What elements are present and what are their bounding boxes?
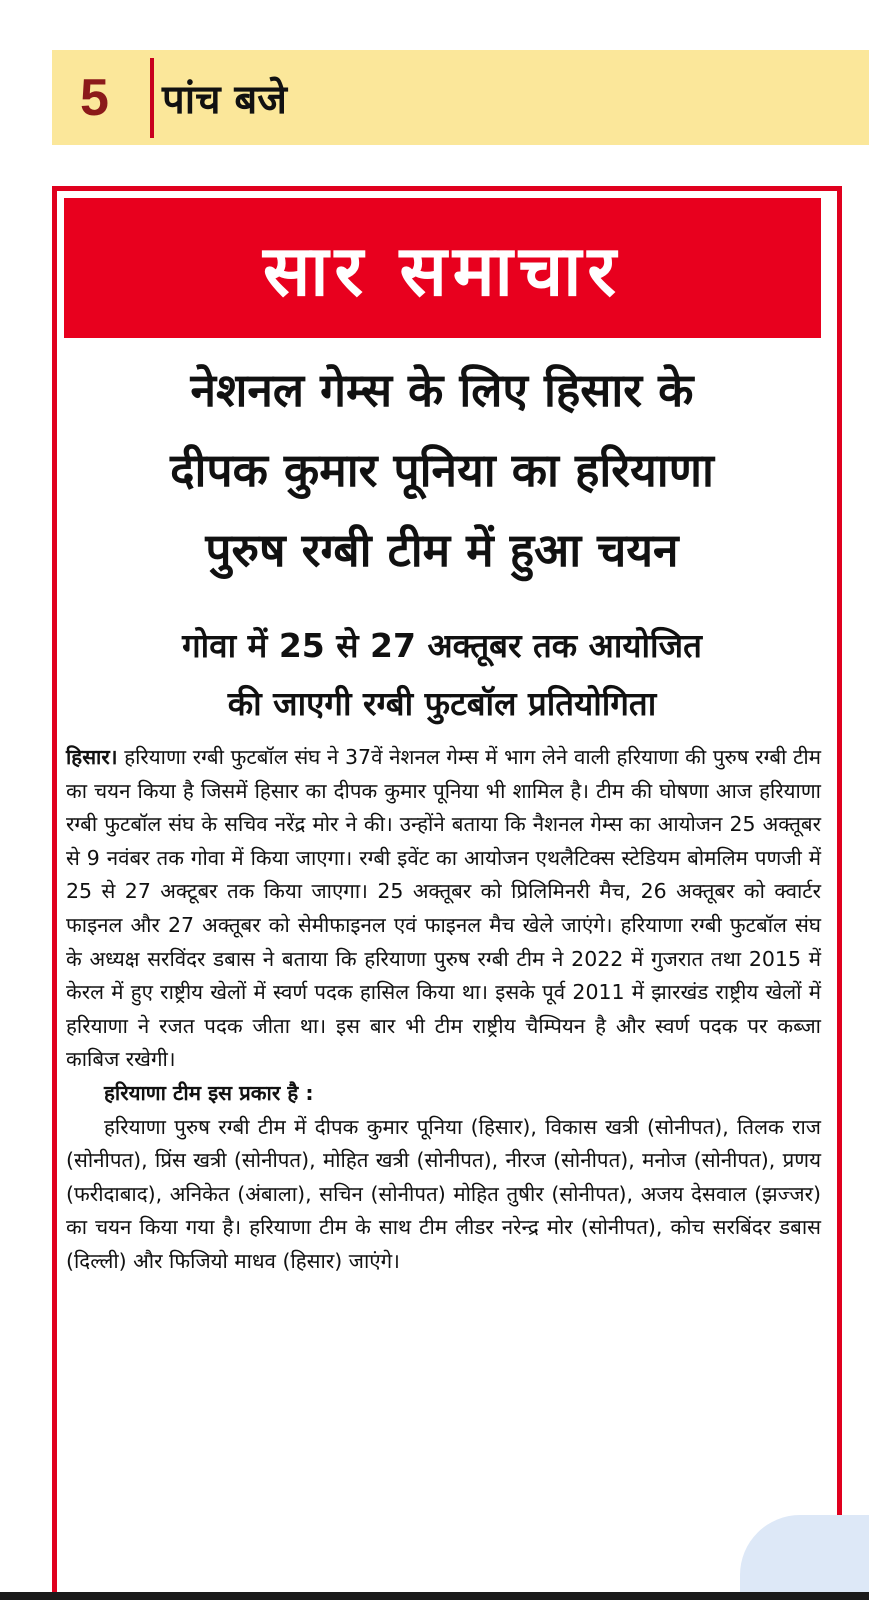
section-name: पांच बजे	[162, 77, 287, 123]
subheadline-line: गोवा में 25 से 27 अक्तूबर तक आयोजित	[182, 626, 702, 665]
dateline: हिसार।	[66, 745, 118, 769]
headline-line: पुरुष रग्बी टीम में हुआ चयन	[205, 523, 679, 577]
bottom-bar	[0, 1592, 869, 1600]
team-heading: हरियाणा टीम इस प्रकार है :	[104, 1080, 314, 1105]
subheadline-line: की जाएगी रग्बी फुटबॉल प्रतियोगिता	[227, 684, 657, 723]
paragraph-2: हरियाणा पुरुष रग्बी टीम में दीपक कुमार पूनिया (हिसार), विकास खत्री (सोनीपत), तिलक राज (सोनीपत), प्रिंस खत्री (सोनीपत), मोहित खत्री (सोनीपत), नीरज (सोनीपत), मनोज (सोनीपत), प्रणय (फरीदाबाद), अनिकेत (अंबाला), सचिन (सोनीपत) मोहित तुषीर (सोनीपत), अजय देसवाल (झज्जर) का चयन किया गया है। हरियाणा टीम के साथ टीम लीडर नरेन्द्र मोर (सोनीपत), कोच सरबिंदर डबास (दिल्ली) और फिजियो माधव (हिसार) जाएंगे।	[66, 1114, 821, 1273]
header-divider	[150, 58, 154, 138]
section-banner	[64, 198, 821, 338]
headline-line: दीपक कुमार पूनिया का हरियाणा	[170, 443, 714, 497]
banner-title: सार समाचार	[263, 230, 622, 312]
article-headline	[62, 350, 822, 590]
headline-line: नेशनल गेम्स के लिए हिसार के	[190, 363, 694, 417]
article-subheadline	[62, 617, 822, 733]
page-number: 5	[80, 68, 109, 127]
section-header-bar	[52, 50, 869, 145]
paragraph-1-text: हरियाणा रग्बी फुटबॉल संघ ने 37वें नेशनल गेम्स में भाग लेने वाली हरियाणा की पुरुष रग्बी टीम का चयन किया है जिसमें हिसार का दीपक कुमार पूनिया भी शामिल है। टीम की घोषणा आज हरियाणा रग्बी फुटबॉल संघ के सचिव नरेंद्र मोर ने की। उन्होंने बताया कि नैशनल गेम्स का आयोजन 25 अक्तूबर से 9 नवंबर तक गोवा में किया जाएगा। रग्बी इवेंट का आयोजन एथलैटिक्स स्टेडियम बोमलिम पणजी में 25 से 27 अक्टूबर तक किया जाएगा। 25 अक्तूबर को प्रिलिमिनरी मैच, 26 अक्तूबर को क्वार्टर फाइनल और 27 अक्तूबर को सेमीफाइनल एवं फाइनल मैच खेले जाएंगे। हरियाणा रग्बी फुटबॉल संघ के अध्यक्ष सरविंदर डबास ने बताया कि हरियाणा पुरुष रग्बी टीम ने 2022 में गुजरात तथा 2015 में केरल में हुए राष्ट्रीय खेलों में स्वर्ण पदक हासिल किया था। इसके पूर्व 2011 में झारखंड राष्ट्रीय खेलों में हरियाणा ने रजत पदक जीता था। इस बार भी टीम राष्ट्रीय चैम्पियन है और स्वर्ण पदक पर कब्जा काबिज रखेगी।	[66, 745, 821, 1072]
article-body	[66, 741, 821, 1279]
paragraph-1	[66, 741, 821, 1077]
